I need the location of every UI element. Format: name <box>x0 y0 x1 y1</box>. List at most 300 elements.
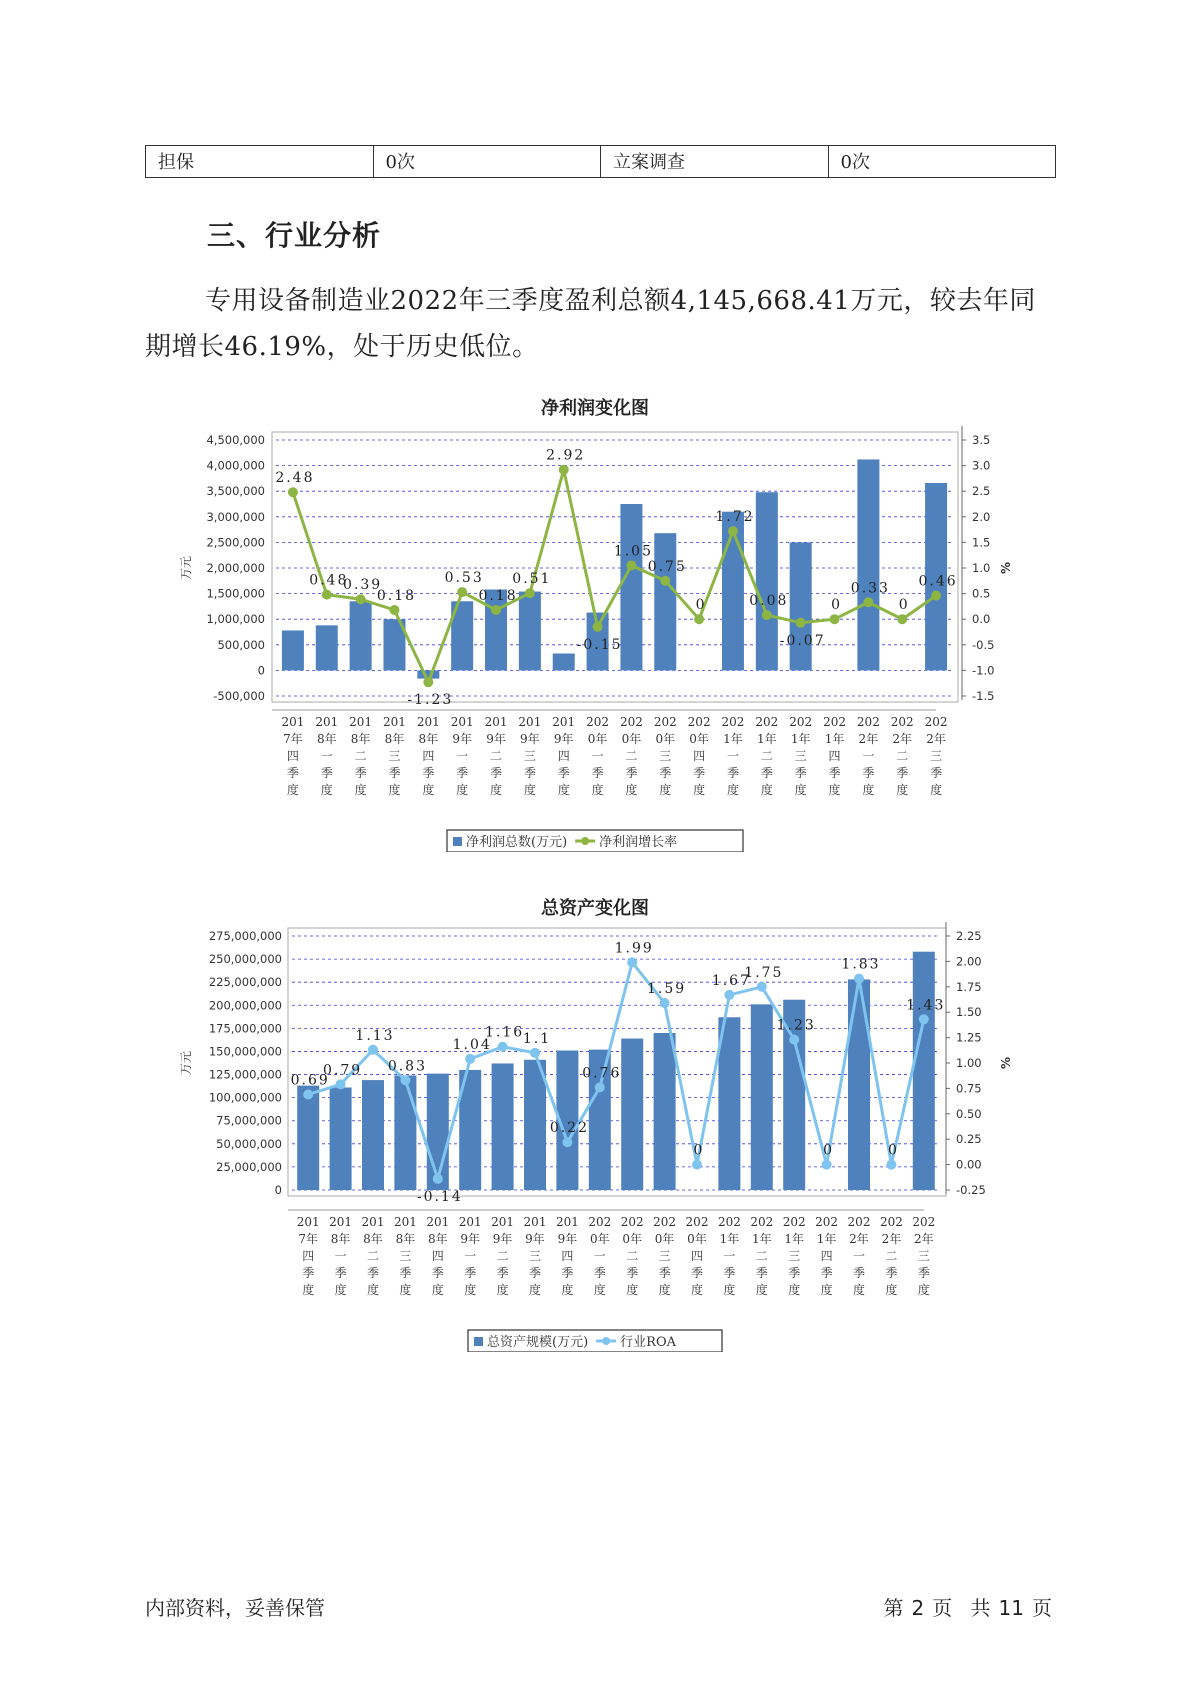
y-left-tick-label: 1,500,000 <box>206 586 265 601</box>
legend-bar-label: 总资产规模(万元) <box>487 1335 589 1350</box>
x-tick-label: 度 <box>625 783 638 797</box>
x-tick-label: 8年 <box>316 732 337 746</box>
x-tick-label: 度 <box>320 783 333 797</box>
x-tick-label: 度 <box>828 783 841 797</box>
x-tick-label: 季 <box>399 1266 412 1280</box>
x-tick-label: 一 <box>723 1249 736 1263</box>
data-label: -0.07 <box>779 632 826 649</box>
x-tick-label: 0年 <box>689 732 709 746</box>
x-tick-label: 度 <box>286 783 299 797</box>
x-tick-label: 季 <box>490 766 503 780</box>
y-right-axis-label: % <box>999 1056 1013 1070</box>
bar <box>492 1063 514 1190</box>
x-tick-label: 9年 <box>557 1232 578 1246</box>
x-tick-label: 季 <box>523 766 536 780</box>
x-tick-label: 季 <box>354 766 367 780</box>
x-tick-label: 季 <box>820 1266 833 1280</box>
y-left-tick-label: 50,000,000 <box>216 1136 282 1151</box>
x-tick-label: 8年 <box>395 1232 416 1246</box>
x-tick-label: 1年 <box>824 732 845 746</box>
x-tick-label: 202 <box>653 1215 677 1229</box>
y-right-tick-label: 0.25 <box>956 1132 982 1147</box>
x-tick-label: 度 <box>593 1283 606 1297</box>
x-tick-label: 度 <box>399 1283 412 1297</box>
x-tick-label: 度 <box>794 783 807 797</box>
data-label: 0.83 <box>387 1058 427 1075</box>
x-tick-label: 201 <box>552 715 576 729</box>
x-tick-label: 季 <box>930 766 943 780</box>
x-tick-label: 0年 <box>622 1232 643 1246</box>
data-label: 0.69 <box>290 1072 330 1089</box>
y-left-tick-label: 3,000,000 <box>206 509 265 524</box>
y-left-tick-label: 2,500,000 <box>206 535 265 550</box>
x-tick-label: 202 <box>750 1215 774 1229</box>
x-tick-label: 度 <box>917 1283 930 1297</box>
y-left-tick-label: 3,500,000 <box>206 484 265 499</box>
chart-title: 总资产变化图 <box>541 898 649 919</box>
x-tick-label: 0年 <box>589 1232 610 1246</box>
x-tick-label: 201 <box>416 715 440 729</box>
page-prefix: 第 <box>883 1596 904 1620</box>
x-tick-label: 度 <box>885 1283 898 1297</box>
x-tick-label: 度 <box>456 783 469 797</box>
x-tick-label: 季 <box>755 1266 768 1280</box>
x-tick-label: 季 <box>366 1266 380 1280</box>
x-tick-label: 季 <box>302 1266 315 1280</box>
data-label: 0.46 <box>918 573 958 590</box>
line-point <box>423 677 433 687</box>
bar <box>330 1087 352 1190</box>
x-tick-label: 二 <box>755 1249 768 1263</box>
data-label: -0.14 <box>416 1188 463 1205</box>
data-label: 1.75 <box>744 964 784 981</box>
y-left-tick-label: 175,000,000 <box>208 1021 282 1036</box>
y-right-tick-label: 2.0 <box>972 509 991 524</box>
x-tick-label: 一 <box>852 1249 866 1263</box>
line-point <box>530 1048 540 1058</box>
x-tick-label: 度 <box>388 783 401 797</box>
data-label: 0.53 <box>444 570 484 587</box>
x-tick-label: 三 <box>388 749 401 763</box>
x-tick-label: 202 <box>815 1215 839 1229</box>
legend-line-label: 净利润增长率 <box>599 835 678 850</box>
x-tick-label: 季 <box>286 766 299 780</box>
line-point <box>796 618 806 628</box>
x-tick-label: 1年 <box>784 1232 805 1246</box>
x-tick-label: 度 <box>690 1283 704 1297</box>
table-cell: 担保 <box>146 146 374 177</box>
y-left-tick-label: 125,000,000 <box>208 1067 282 1082</box>
x-tick-label: 四 <box>820 1249 833 1263</box>
legend-line-label: 行业ROA <box>620 1335 676 1350</box>
bar <box>519 592 541 671</box>
x-tick-label: 三 <box>659 749 672 763</box>
y-left-tick-label: 4,000,000 <box>206 458 265 473</box>
y-left-axis-label: 万元 <box>179 555 193 581</box>
y-left-tick-label: 0 <box>274 1183 282 1197</box>
x-tick-label: 四 <box>693 749 706 763</box>
data-label: 0.76 <box>582 1065 622 1082</box>
x-tick-label: 度 <box>723 1283 736 1297</box>
x-tick-label: 201 <box>383 715 406 729</box>
x-tick-label: 度 <box>490 783 503 797</box>
y-left-tick-label: 150,000,000 <box>208 1044 282 1059</box>
x-tick-label: 2年 <box>892 732 913 746</box>
x-tick-label: 201 <box>491 1215 515 1229</box>
line-point <box>627 957 637 967</box>
x-tick-label: 度 <box>557 783 570 797</box>
x-tick-label: 季 <box>760 766 773 780</box>
x-tick-label: 二 <box>490 749 503 763</box>
x-tick-label: 0年 <box>621 732 642 746</box>
x-tick-label: 季 <box>626 1266 639 1280</box>
footer-confidential: 内部资料，妥善保管 <box>145 1596 325 1620</box>
total-prefix: 共 <box>970 1596 991 1620</box>
x-tick-label: 度 <box>658 1283 671 1297</box>
line-point <box>433 1174 443 1184</box>
x-tick-label: 季 <box>852 1266 866 1280</box>
x-tick-label: 季 <box>591 766 604 780</box>
bar <box>751 1004 773 1190</box>
y-right-tick-label: 1.50 <box>956 1005 982 1020</box>
x-tick-label: 四 <box>828 749 841 763</box>
x-tick-label: 201 <box>518 715 542 729</box>
x-tick-label: 202 <box>717 1215 741 1229</box>
x-tick-label: 一 <box>334 1249 347 1263</box>
line-point <box>595 1082 605 1092</box>
x-tick-label: 季 <box>422 766 435 780</box>
y-right-tick-label: 1.5 <box>972 535 991 550</box>
line-point <box>692 1160 702 1170</box>
net-profit-chart-svg <box>0 392 1191 852</box>
y-left-tick-label: 500,000 <box>217 637 265 652</box>
line-point <box>886 1160 896 1170</box>
y-right-tick-label: 0.50 <box>956 1106 982 1121</box>
page-number: 2 <box>911 1596 925 1620</box>
table-cell: 0次 <box>374 146 602 177</box>
x-tick-label: 201 <box>393 1215 417 1229</box>
data-label: 0 <box>823 1142 835 1159</box>
bar <box>394 1075 416 1190</box>
line-point <box>626 560 636 570</box>
x-tick-label: 季 <box>828 766 841 780</box>
y-right-tick-label: -0.25 <box>956 1183 986 1197</box>
x-tick-label: 1年 <box>790 732 811 746</box>
x-tick-label: 四 <box>286 749 299 763</box>
x-tick-label: 二 <box>366 1249 380 1263</box>
x-tick-label: 度 <box>896 783 909 797</box>
x-tick-label: 202 <box>586 715 610 729</box>
x-tick-label: 季 <box>693 766 706 780</box>
bar <box>857 459 879 670</box>
data-label: 1.1 <box>522 1030 552 1047</box>
x-tick-label: 201 <box>296 1215 320 1229</box>
x-tick-label: 1年 <box>719 1232 740 1246</box>
bar <box>427 1074 449 1190</box>
data-label: 2.48 <box>275 470 315 487</box>
data-label: 0.51 <box>512 571 552 588</box>
x-tick-label: 8年 <box>427 1232 448 1246</box>
x-tick-label: 季 <box>625 766 638 780</box>
x-tick-label: 9年 <box>525 1232 545 1246</box>
x-tick-label: 度 <box>693 783 706 797</box>
data-label: 2.92 <box>546 447 586 464</box>
y-right-tick-label: 2.25 <box>956 929 982 943</box>
info-table-row <box>145 145 1056 178</box>
x-tick-label: 8年 <box>418 732 439 746</box>
x-tick-label: 度 <box>820 1283 833 1297</box>
data-label: 1.16 <box>485 1024 525 1041</box>
x-tick-label: 度 <box>852 1283 866 1297</box>
x-tick-label: 度 <box>626 1283 639 1297</box>
x-tick-label: 三 <box>794 749 807 763</box>
x-tick-label: 9年 <box>452 732 472 746</box>
x-tick-label: 度 <box>302 1283 315 1297</box>
x-tick-label: 0年 <box>654 1232 675 1246</box>
y-left-tick-label: 25,000,000 <box>216 1159 282 1174</box>
x-tick-label: 季 <box>593 1266 606 1280</box>
x-tick-label: 四 <box>561 1249 574 1263</box>
x-tick-label: 202 <box>847 1215 871 1229</box>
x-tick-label: 四 <box>302 1249 315 1263</box>
y-right-tick-label: 0.75 <box>956 1081 982 1096</box>
data-label: 1.43 <box>906 997 946 1014</box>
x-tick-label: 202 <box>782 1215 806 1229</box>
x-tick-label: 三 <box>788 1249 801 1263</box>
x-tick-label: 202 <box>789 715 813 729</box>
legend-line-dot <box>581 837 589 845</box>
y-left-tick-label: 0 <box>257 663 265 678</box>
x-tick-label: 一 <box>862 749 875 763</box>
x-tick-label: 8年 <box>363 1232 383 1246</box>
x-tick-label: 季 <box>862 766 875 780</box>
y-left-tick-label: -500,000 <box>213 689 265 703</box>
x-tick-label: 度 <box>760 783 773 797</box>
legend-bar-label: 净利润总数(万元) <box>466 835 568 850</box>
bar <box>350 601 372 670</box>
bar <box>848 979 870 1190</box>
y-right-axis-label: % <box>999 561 1013 575</box>
x-tick-label: 7年 <box>283 732 303 746</box>
x-tick-label: 季 <box>561 1266 574 1280</box>
x-tick-label: 202 <box>856 715 880 729</box>
x-tick-label: 9年 <box>486 732 506 746</box>
x-tick-label: 度 <box>862 783 875 797</box>
x-tick-label: 二 <box>626 1249 639 1263</box>
x-tick-label: 202 <box>755 715 779 729</box>
x-tick-label: 四 <box>557 749 570 763</box>
bar <box>553 654 575 671</box>
data-label: 0 <box>831 597 842 614</box>
line-point <box>728 526 738 536</box>
line-point <box>465 1054 475 1064</box>
bar <box>654 1033 676 1190</box>
data-label: 1.23 <box>776 1017 816 1034</box>
x-tick-label: 季 <box>456 766 469 780</box>
x-tick-label: 四 <box>690 1249 704 1263</box>
y-left-tick-label: 4,500,000 <box>206 433 265 447</box>
y-left-tick-label: 2,000,000 <box>206 561 265 575</box>
x-tick-label: 1年 <box>757 732 777 746</box>
x-tick-label: 202 <box>912 1215 936 1229</box>
x-tick-label: 季 <box>917 1266 930 1280</box>
x-tick-label: 201 <box>315 715 339 729</box>
x-tick-label: 三 <box>528 1249 542 1263</box>
x-tick-label: 201 <box>361 1215 385 1229</box>
plot-frame <box>272 432 958 702</box>
line-point <box>757 982 767 992</box>
total-assets-chart-svg <box>0 892 1191 1352</box>
x-tick-label: 202 <box>619 715 643 729</box>
table-cell: 0次 <box>840 152 870 173</box>
x-tick-label: 201 <box>349 715 373 729</box>
x-tick-label: 1年 <box>816 1232 837 1246</box>
y-right-tick-label: 0.5 <box>972 586 991 601</box>
y-left-axis-label: 万元 <box>179 1050 193 1076</box>
line-point <box>491 605 501 615</box>
x-tick-label: 202 <box>687 715 711 729</box>
x-tick-label: 201 <box>458 1215 482 1229</box>
x-tick-label: 1年 <box>751 1232 772 1246</box>
x-tick-label: 201 <box>523 1215 547 1229</box>
x-tick-label: 季 <box>723 1266 736 1280</box>
data-label: 1.83 <box>841 956 881 973</box>
x-tick-label: 0年 <box>687 1232 707 1246</box>
bar <box>620 504 642 670</box>
x-tick-label: 201 <box>450 715 474 729</box>
x-tick-label: 季 <box>528 1266 542 1280</box>
data-label: 0 <box>898 597 910 614</box>
x-tick-label: 三 <box>917 1249 930 1263</box>
legend-bar-swatch <box>474 1337 483 1346</box>
data-label: 0.22 <box>549 1120 589 1137</box>
data-label: 0.33 <box>850 580 890 597</box>
legend-bar-swatch <box>453 837 462 846</box>
y-left-tick-label: 1,000,000 <box>206 612 265 627</box>
x-tick-label: 一 <box>591 749 604 763</box>
table-cell: 立案调查 <box>601 146 829 177</box>
x-tick-label: 度 <box>366 1283 380 1297</box>
data-label: -1.23 <box>407 692 454 709</box>
x-tick-label: 8年 <box>330 1232 351 1246</box>
bar <box>756 492 778 670</box>
line-point <box>559 465 569 475</box>
x-tick-label: 季 <box>690 1266 704 1280</box>
y-left-tick-label: 200,000,000 <box>208 998 282 1013</box>
analysis-paragraph: 专用设备制造业2022年三季度盈利总额4,145,668.41万元，较去年同期增长46.19%，处于历史低位。 <box>145 286 1036 362</box>
x-tick-label: 一 <box>726 749 739 763</box>
total-assets-chart <box>0 892 1191 1352</box>
x-tick-label: 8年 <box>384 732 405 746</box>
y-right-tick-label: -0.5 <box>972 637 995 652</box>
x-tick-label: 201 <box>281 715 305 729</box>
y-right-tick-label: 0.0 <box>972 612 991 627</box>
line-point <box>863 597 873 607</box>
x-tick-label: 季 <box>464 1266 477 1280</box>
x-tick-label: 季 <box>659 766 672 780</box>
footer-page-info <box>879 1592 1056 1621</box>
y-right-tick-label: 3.5 <box>972 433 991 447</box>
bar <box>524 1060 546 1190</box>
x-tick-label: 度 <box>431 1283 444 1297</box>
x-tick-label: 季 <box>557 766 570 780</box>
data-label: 0.18 <box>376 587 417 604</box>
x-tick-label: 一 <box>464 1249 477 1263</box>
line-point <box>897 614 907 624</box>
legend-line-dot <box>602 1337 610 1345</box>
line-point <box>822 1160 832 1170</box>
line-point <box>660 998 670 1008</box>
bar <box>362 1080 384 1190</box>
x-tick-label: 季 <box>320 766 333 780</box>
x-tick-label: 三 <box>399 1249 412 1263</box>
x-tick-label: 度 <box>561 1283 574 1297</box>
line-point <box>368 1045 378 1055</box>
bar <box>621 1039 643 1190</box>
x-tick-label: 一 <box>320 749 333 763</box>
y-left-tick-label: 275,000,000 <box>208 929 282 943</box>
data-label: 0.75 <box>647 558 687 575</box>
x-tick-label: 201 <box>555 1215 579 1229</box>
x-tick-label: 202 <box>653 715 677 729</box>
x-tick-label: 二 <box>896 749 909 763</box>
data-label: 1.13 <box>355 1027 395 1044</box>
x-tick-label: 度 <box>464 1283 477 1297</box>
data-label: 0.18 <box>478 587 518 604</box>
line-point <box>593 622 603 632</box>
bar <box>282 630 304 670</box>
net-profit-chart <box>0 392 1191 852</box>
line-point <box>356 594 366 604</box>
data-label: 0.08 <box>749 593 789 610</box>
y-right-tick-label: 2.00 <box>956 954 982 969</box>
x-tick-label: 202 <box>924 715 948 729</box>
y-right-tick-label: -1.5 <box>972 689 995 703</box>
line-point <box>660 576 670 586</box>
line-point <box>762 610 772 620</box>
bar <box>316 625 338 670</box>
x-tick-label: 202 <box>823 715 846 729</box>
line-point <box>525 588 535 598</box>
x-tick-label: 9年 <box>553 732 574 746</box>
x-tick-label: 度 <box>354 783 367 797</box>
y-right-tick-label: 1.75 <box>956 979 982 994</box>
x-tick-label: 202 <box>890 715 914 729</box>
x-tick-label: 季 <box>885 1266 898 1280</box>
y-right-tick-label: 1.0 <box>972 561 991 575</box>
x-tick-label: 2年 <box>858 732 879 746</box>
data-label: 0 <box>695 597 707 614</box>
line-point <box>400 1075 410 1085</box>
y-right-tick-label: 0.00 <box>956 1157 982 1172</box>
x-tick-label: 度 <box>528 1283 542 1297</box>
x-tick-label: 0年 <box>655 732 676 746</box>
x-tick-label: 季 <box>431 1266 444 1280</box>
line-point <box>830 614 840 624</box>
x-tick-label: 四 <box>422 749 435 763</box>
line-point <box>854 974 864 984</box>
x-tick-label: 201 <box>426 1215 450 1229</box>
section-title: 三、行业分析 <box>207 219 382 252</box>
line-point <box>389 605 399 615</box>
x-tick-label: 度 <box>755 1283 768 1297</box>
x-tick-label: 7年 <box>298 1232 319 1246</box>
x-tick-label: 季 <box>794 766 807 780</box>
x-tick-label: 9年 <box>492 1232 513 1246</box>
total-unit: 页 <box>1032 1596 1052 1620</box>
y-right-tick-label: 1.00 <box>956 1056 982 1070</box>
x-tick-label: 度 <box>930 783 943 797</box>
